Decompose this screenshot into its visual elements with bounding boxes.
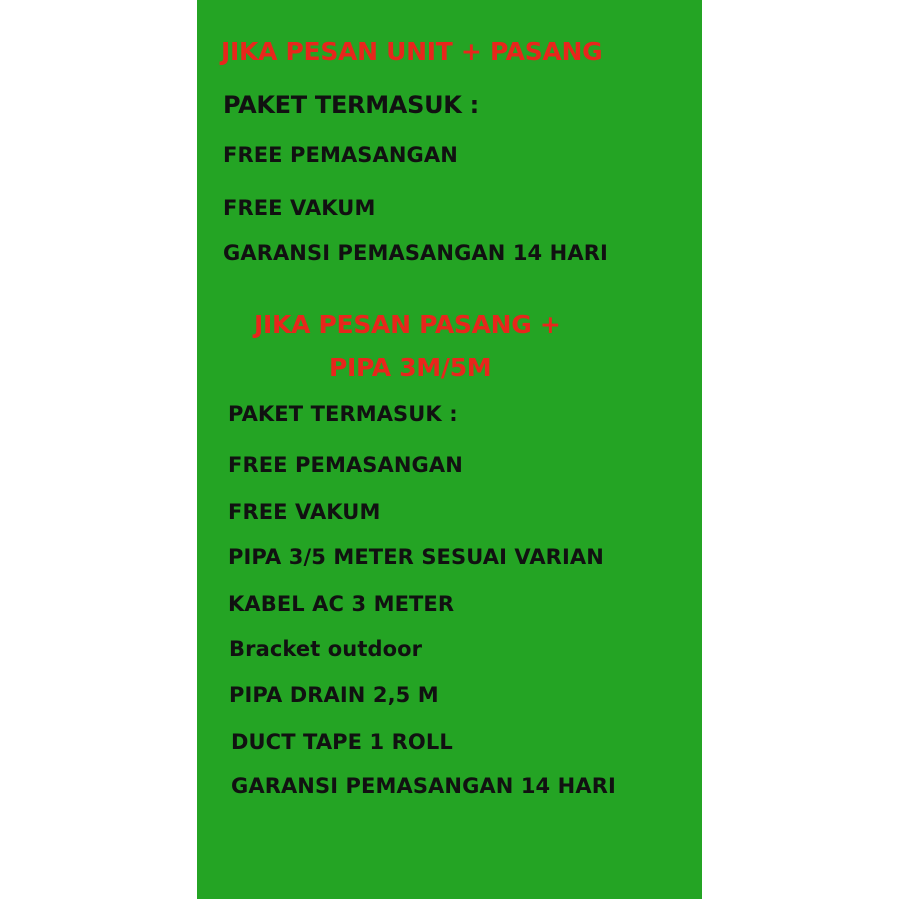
section2-item: PIPA 3/5 METER SESUAI VARIAN [228,545,604,569]
section1-item: GARANSI PEMASANGAN 14 HARI [223,241,608,265]
section2-heading-line2: PIPA 3M/5M [329,353,492,382]
section2-item: FREE VAKUM [228,500,381,524]
section2-item: GARANSI PEMASANGAN 14 HARI [231,774,616,798]
section2-subheading: PAKET TERMASUK : [228,402,458,426]
section1-item: FREE VAKUM [223,196,376,220]
section2-item: Bracket outdoor [229,637,423,661]
green-promo-panel [197,0,702,899]
section2-item: KABEL AC 3 METER [228,592,455,616]
section2-item: FREE PEMASANGAN [228,453,463,477]
section1-heading: JIKA PESAN UNIT + PASANG [221,37,603,66]
section2-heading-line1: JIKA PESAN PASANG + [254,310,561,339]
section2-item: PIPA DRAIN 2,5 M [229,683,439,707]
section2-item: DUCT TAPE 1 ROLL [231,730,453,754]
section1-item: FREE PEMASANGAN [223,143,458,167]
section1-subheading: PAKET TERMASUK : [223,91,479,119]
